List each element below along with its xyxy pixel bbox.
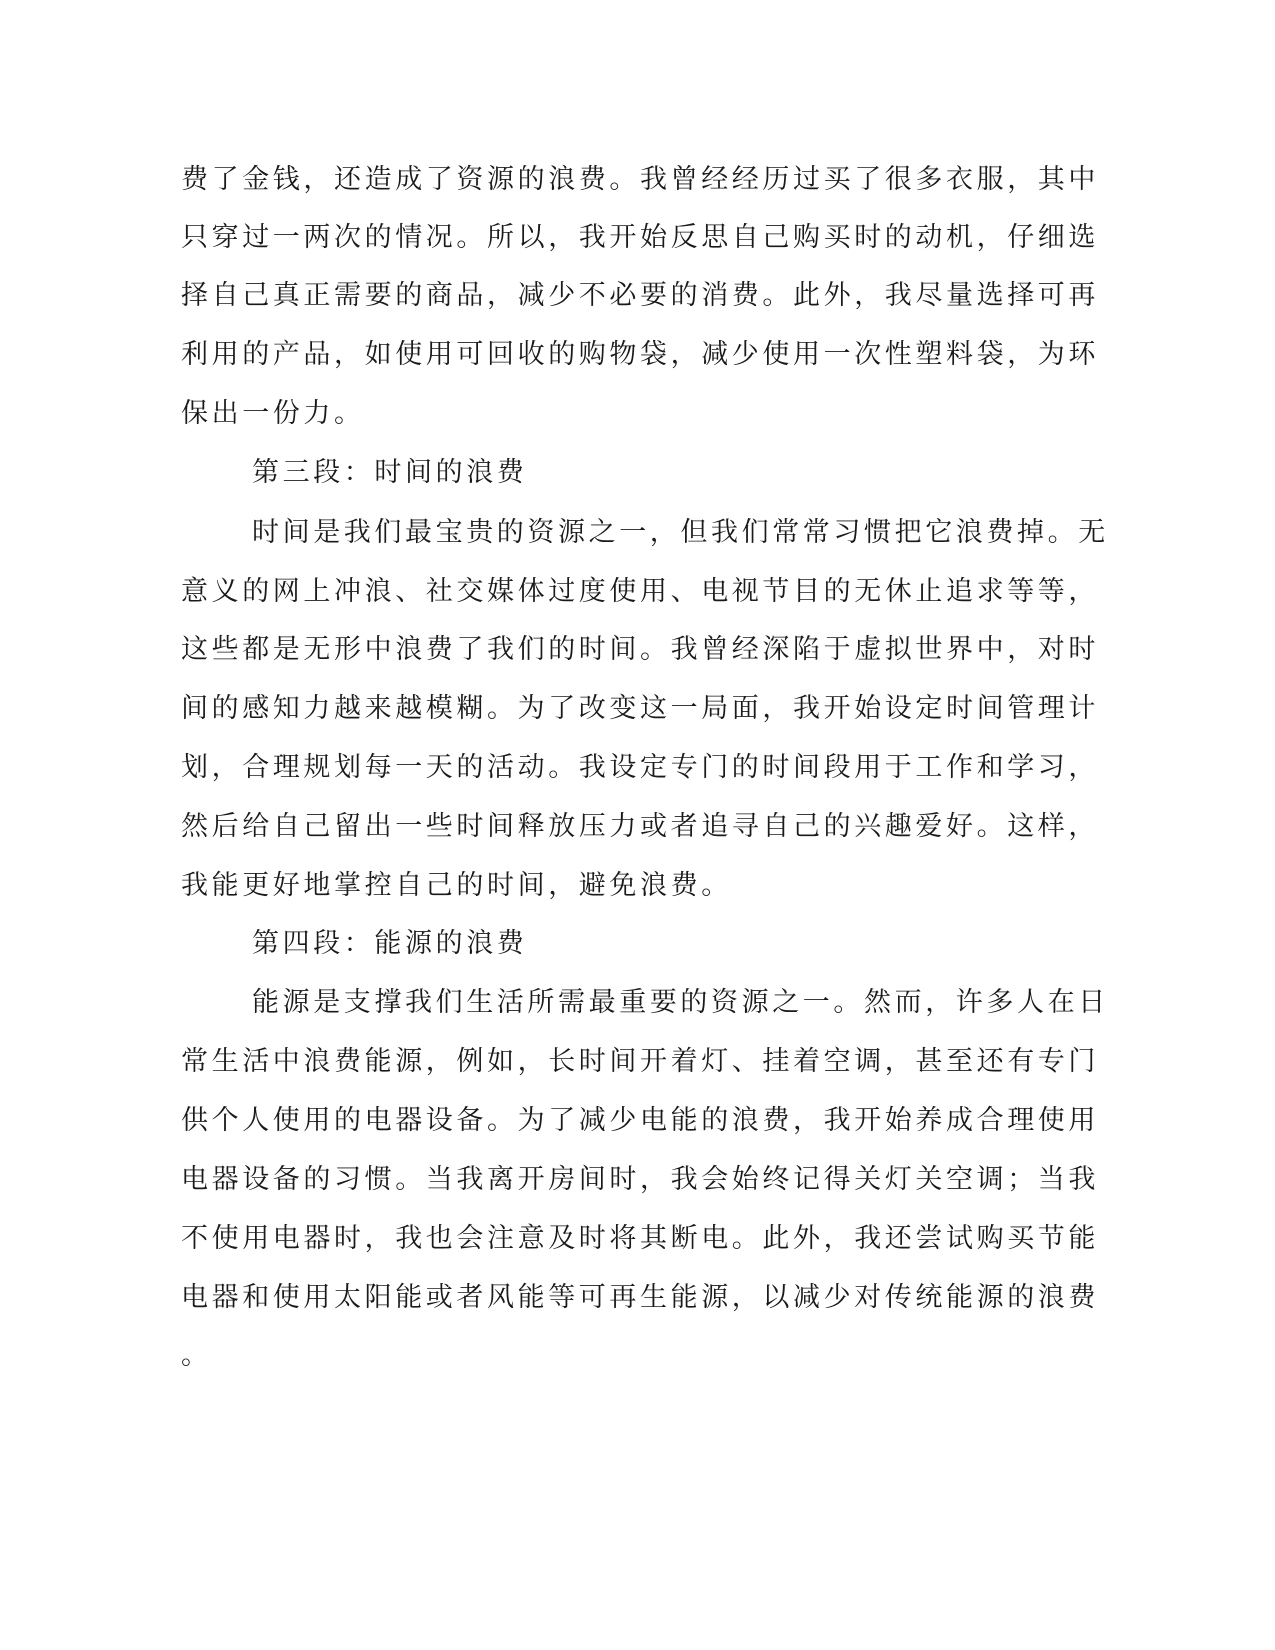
paragraph-line: 时间是我们最宝贵的资源之一，但我们常常习惯把它浪费掉。无: [252, 517, 1109, 548]
paragraph-line: 利用的产品，如使用可回收的购物袋，减少使用一次性塑料袋，为环: [181, 339, 1099, 370]
paragraph-line: 我能更好地掌控自己的时间，避免浪费。: [181, 870, 732, 901]
paragraph-line: 。: [181, 1340, 212, 1371]
paragraph-line: 电器设备的习惯。当我离开房间时，我会始终记得关灯关空调；当我: [181, 1164, 1099, 1195]
section-heading: 第三段：时间的浪费: [252, 457, 528, 488]
paragraph-line: 常生活中浪费能源，例如，长时间开着灯、挂着空调，甚至还有专门: [181, 1046, 1099, 1077]
paragraph-line: 保出一份力。: [181, 398, 365, 429]
paragraph-line: 意义的网上冲浪、社交媒体过度使用、电视节目的无休止追求等等，: [181, 576, 1099, 607]
paragraph-line: 只穿过一两次的情况。所以，我开始反思自己购买时的动机，仔细选: [181, 222, 1099, 253]
paragraph-line: 这些都是无形中浪费了我们的时间。我曾经深陷于虚拟世界中，对时: [181, 634, 1099, 665]
paragraph-line: 能源是支撑我们生活所需最重要的资源之一。然而，许多人在日: [252, 987, 1109, 1018]
paragraph-line: 不使用电器时，我也会注意及时将其断电。此外，我还尝试购买节能: [181, 1223, 1099, 1254]
paragraph-line: 供个人使用的电器设备。为了减少电能的浪费，我开始养成合理使用: [181, 1105, 1099, 1136]
paragraph-line: 择自己真正需要的商品，减少不必要的消费。此外，我尽量选择可再: [181, 280, 1099, 311]
section-heading: 第四段：能源的浪费: [252, 928, 528, 959]
paragraph-line: 费了金钱，还造成了资源的浪费。我曾经经历过买了很多衣服，其中: [181, 164, 1099, 195]
paragraph-line: 然后给自己留出一些时间释放压力或者追寻自己的兴趣爱好。这样，: [181, 811, 1099, 842]
paragraph-line: 电器和使用太阳能或者风能等可再生能源，以减少对传统能源的浪费: [181, 1282, 1099, 1313]
paragraph-line: 间的感知力越来越模糊。为了改变这一局面，我开始设定时间管理计: [181, 693, 1099, 724]
paragraph-line: 划，合理规划每一天的活动。我设定专门的时间段用于工作和学习，: [181, 752, 1099, 783]
